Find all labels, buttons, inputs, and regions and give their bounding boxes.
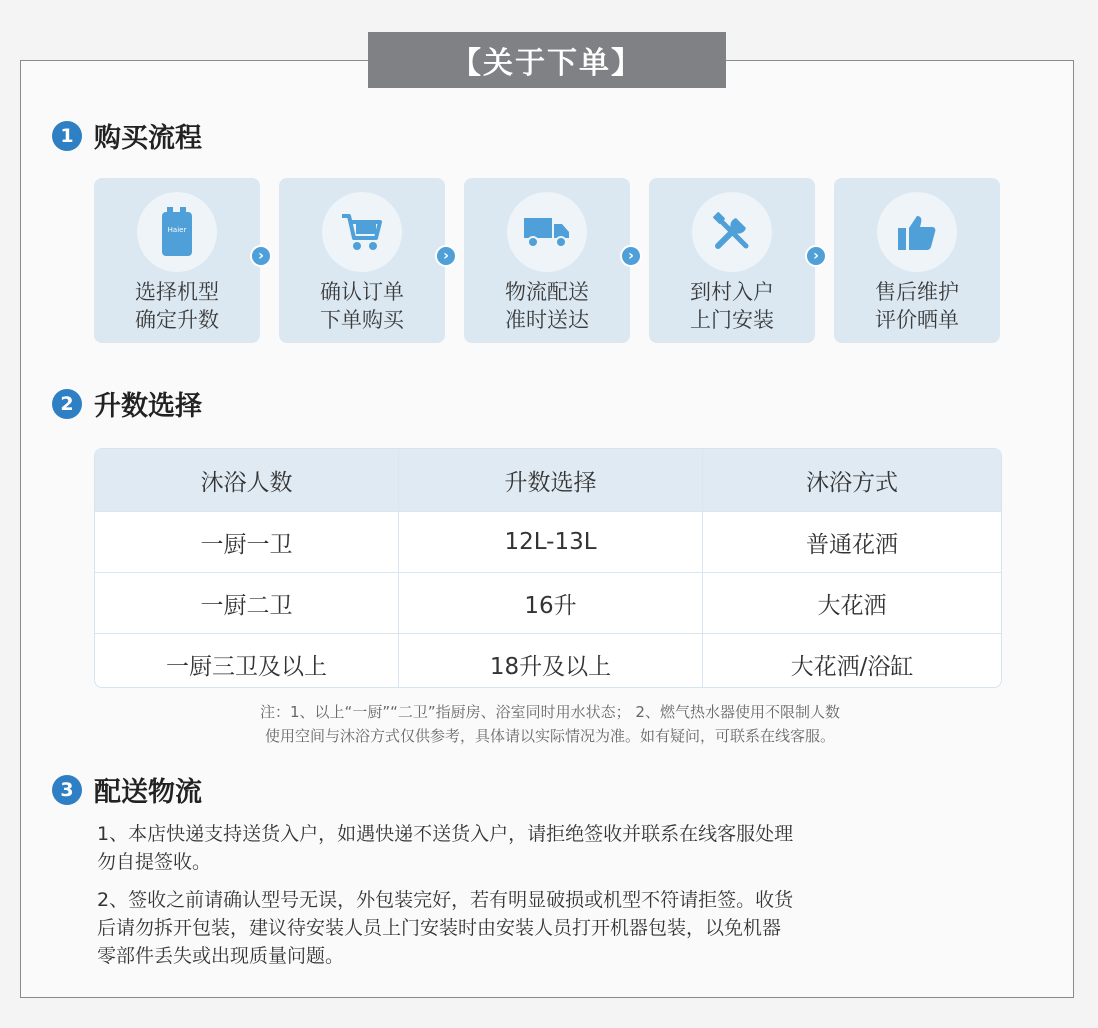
table-cell: 12L-13L — [399, 512, 703, 573]
heater-icon — [137, 192, 217, 272]
step-logistics — [464, 178, 630, 343]
tools-icon — [692, 192, 772, 272]
table-note: 注：1、以上“一厨”“二卫”指厨房、浴室同时用水状态； 2、燃气热水器使用不限制人数 使用空间与沐浴方式仅供参考，具体请以实际情况为准。如有疑问，可联系在线客服。 — [260, 703, 840, 745]
table-cell: 16升 — [399, 573, 703, 634]
truck-icon — [507, 192, 587, 272]
step-after-sales — [834, 178, 1000, 343]
chevron-right-icon: › — [250, 245, 272, 267]
section-number-badge: 1 — [52, 121, 82, 151]
step-installation — [649, 178, 815, 343]
section-title: 购买流程 — [94, 123, 202, 154]
table-cell: 一厨三卫及以上 — [95, 634, 399, 689]
step-confirm-order — [279, 178, 445, 343]
table-cell: 大花洒 — [703, 573, 1002, 634]
section-number-badge: 2 — [52, 389, 82, 419]
table-cell: 18升及以上 — [399, 634, 703, 689]
chevron-right-icon: › — [620, 245, 642, 267]
table-header-row — [95, 449, 1001, 512]
step-choose-model — [94, 178, 260, 343]
section-title: 升数选择 — [94, 391, 202, 422]
table-cell: 普通花洒 — [703, 512, 1002, 573]
page-title-banner: 【关于下单】 — [368, 32, 726, 88]
step-label: 选择机型 确定升数 — [135, 280, 219, 332]
table-row — [95, 573, 1001, 634]
table-cell: 一厨一卫 — [95, 512, 399, 573]
thumbs-up-icon — [877, 192, 957, 272]
step-label: 物流配送 准时送达 — [505, 280, 589, 332]
column-header: 升数选择 — [399, 449, 703, 512]
purchase-steps — [94, 178, 1000, 343]
capacity-table — [94, 448, 1002, 688]
chevron-right-icon: › — [805, 245, 827, 267]
delivery-paragraph-2: 2、签收之前请确认型号无误，外包装完好，若有明显破损或机型不符请拒签。收货 后请勿拆开包装，建议待安装人员上门安装时由安装人员打开机器包装，以免机器 零部件丢失或出现质量问题。 — [97, 889, 794, 967]
table-row — [95, 512, 1001, 573]
table-cell: 一厨二卫 — [95, 573, 399, 634]
step-label: 售后维护 评价晒单 — [875, 280, 959, 332]
section-delivery-header — [52, 770, 202, 809]
brand-logo-text: Haier — [167, 226, 187, 234]
cart-icon — [322, 192, 402, 272]
step-label: 到村入户 上门安装 — [690, 280, 774, 332]
delivery-paragraph-1: 1、本店快递支持送货入户，如遇快递不送货入户，请拒绝签收并联系在线客服处理 勿自提签收。 — [97, 823, 794, 873]
column-header: 沐浴方式 — [703, 449, 1002, 512]
section-number-badge: 3 — [52, 775, 82, 805]
column-header: 沐浴人数 — [95, 449, 399, 512]
section-capacity-header — [52, 384, 202, 423]
section-purchase-flow-header — [52, 116, 202, 155]
step-label: 确认订单 下单购买 — [320, 280, 404, 332]
section-title: 配送物流 — [94, 777, 202, 808]
table-row — [95, 634, 1001, 689]
table-cell: 大花洒/浴缸 — [790, 653, 914, 680]
chevron-right-icon: › — [435, 245, 457, 267]
